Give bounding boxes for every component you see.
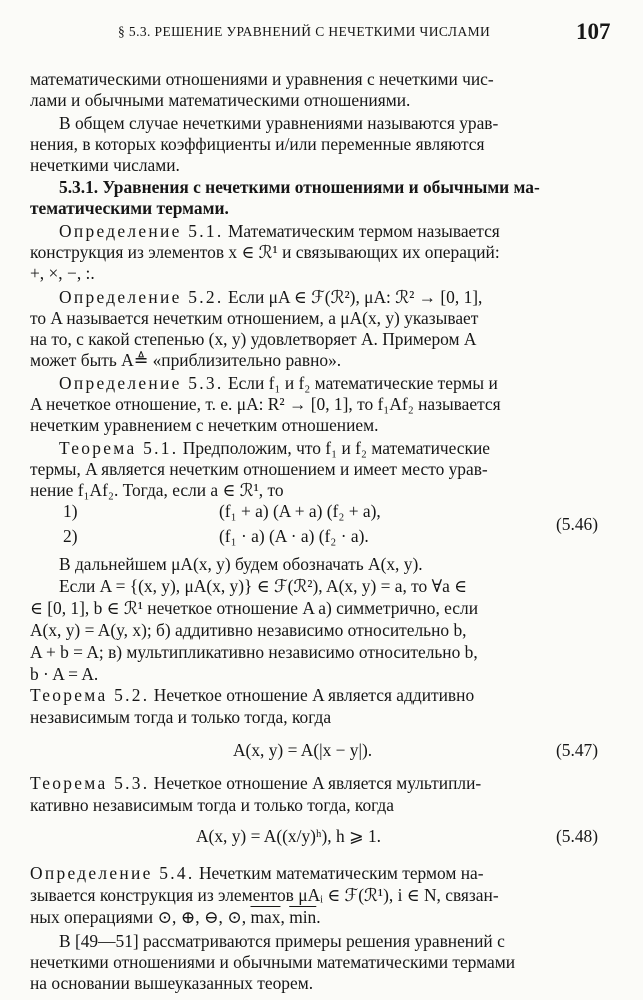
running-header: § 5.3. РЕШЕНИЕ УРАВНЕНИЙ С НЕЧЕТКИМИ ЧИСЛАМИ bbox=[118, 24, 491, 39]
text-line: нечеткими отношениями и обычными математическими термами bbox=[30, 952, 516, 972]
text-line: на основании вышеуказанных теорем. bbox=[30, 973, 314, 993]
text-line: нения, в которых коэффициенты и/или переменные являются bbox=[30, 134, 485, 154]
text-line: математическими отношениями и уравнения с нечеткими чис- bbox=[30, 69, 494, 89]
section-heading: 5.3.1. Уравнения с нечеткими отношениями и обычными ма- bbox=[59, 177, 540, 197]
text-line: В [49—51] рассматриваются примеры решения уравнений с bbox=[59, 931, 505, 951]
definition-line: Определение 5.1. Математическим термом называется bbox=[59, 221, 500, 241]
equation-number: (5.46) bbox=[556, 514, 599, 534]
theorem-label: Теорема 5.1. bbox=[59, 438, 179, 458]
text-line: кативно независимым тогда и только тогда, когда bbox=[30, 795, 394, 815]
theorem-line: Теорема 5.2. Нечеткое отношение A является аддитивно bbox=[30, 685, 475, 705]
text-line: ных операциями ⊙, ⊕, ⊖, ⊙, $\overline{max}$, $\overline{min}$. bbox=[30, 907, 321, 927]
text-line: зывается конструкция из элементов μAᵢ ∈ ℱ(ℛ¹), i ∈ N, связан- bbox=[30, 885, 499, 905]
text-line: независимым тогда и только тогда, когда bbox=[30, 707, 332, 727]
theorem-label: Теорема 5.3. bbox=[30, 773, 150, 793]
definition-line: Определение 5.2. Если μA ∈ ℱ(ℛ²), μA: ℛ² → [0, 1], bbox=[59, 287, 483, 307]
text-line: нечеткими числами. bbox=[30, 155, 180, 175]
page-number: 107 bbox=[576, 19, 611, 44]
fuzzy-min-operator: $\overline{min}$ bbox=[289, 907, 317, 927]
definition-label: Определение 5.4. bbox=[30, 863, 195, 883]
text-line: то A называется нечетким отношением, а μA(x, y) указывает bbox=[30, 308, 479, 328]
text-line: +, ×, −, :. bbox=[30, 263, 95, 283]
text-line: термы, A является нечетким отношением и имеет место урав- bbox=[30, 459, 488, 479]
text-line: на то, с какой степенью (x, y) удовлетворяет A. Примером A bbox=[30, 329, 477, 349]
equation-formula: (f₁ + a) (A + a) (f₂ + a), bbox=[219, 501, 381, 521]
equation-number: (5.48) bbox=[556, 826, 599, 846]
equation-item-number: 2) bbox=[63, 526, 78, 546]
text-line: A + b = A; в) мультипликативно независимо относительно b, bbox=[30, 642, 478, 662]
text-line: ∈ [0, 1], b ∈ ℛ¹ нечеткое отношение A а) симметрично, если bbox=[30, 598, 479, 618]
definition-line: Определение 5.3. Если f₁ и f₂ математические термы и bbox=[59, 373, 498, 393]
text-line: b · A = A. bbox=[30, 664, 99, 684]
text-line: A нечеткое отношение, т. е. μA: R² → [0, 1], то f₁Af₂ называется bbox=[30, 394, 501, 414]
text-line: Если A = {(x, y), μA(x, y)} ∈ ℱ(ℛ²), A(x, y) = a, то ∀a ∈ bbox=[59, 576, 468, 596]
text-line: лами и обычными математическими отношениями. bbox=[30, 90, 411, 110]
section-heading: тематическими термами. bbox=[30, 198, 229, 218]
text-line: В дальнейшем μA(x, y) будем обозначать A(x, y). bbox=[59, 554, 423, 574]
definition-line: Определение 5.4. Нечетким математическим термом на- bbox=[30, 863, 484, 883]
theorem-line: Теорема 5.1. Предположим, что f₁ и f₂ математические bbox=[59, 438, 490, 458]
text-line: нение f₁Af₂. Тогда, если a ∈ ℛ¹, то bbox=[30, 480, 284, 500]
definition-label: Определение 5.2. bbox=[59, 287, 224, 307]
equation-formula: (f₁ · a) (A · a) (f₂ · a). bbox=[219, 526, 369, 546]
text-line: может быть A≜ «приблизительно равно». bbox=[30, 350, 342, 370]
equation-formula: A(x, y) = A(|x − y|). bbox=[233, 740, 373, 760]
theorem-line: Теорема 5.3. Нечеткое отношение A является мультипли- bbox=[30, 773, 482, 793]
equation-formula: A(x, y) = A((x/y)ʰ), h ⩾ 1. bbox=[196, 826, 382, 846]
text-line: В общем случае нечеткими уравнениями называются урав- bbox=[59, 113, 499, 133]
fuzzy-max-operator: $\overline{max}$ bbox=[250, 907, 281, 927]
text-line: конструкция из элементов x ∈ ℛ¹ и связывающих их операций: bbox=[30, 242, 500, 262]
equation-item-number: 1) bbox=[63, 501, 78, 521]
equation-number: (5.47) bbox=[556, 740, 599, 760]
text-line: нечетким уравнением с нечетким отношением. bbox=[30, 415, 379, 435]
text-line: A(x, y) = A(y, x); б) аддитивно независимо относительно b, bbox=[30, 620, 467, 640]
definition-label: Определение 5.3. bbox=[59, 373, 224, 393]
definition-label: Определение 5.1. bbox=[59, 221, 224, 241]
theorem-label: Теорема 5.2. bbox=[30, 685, 150, 705]
